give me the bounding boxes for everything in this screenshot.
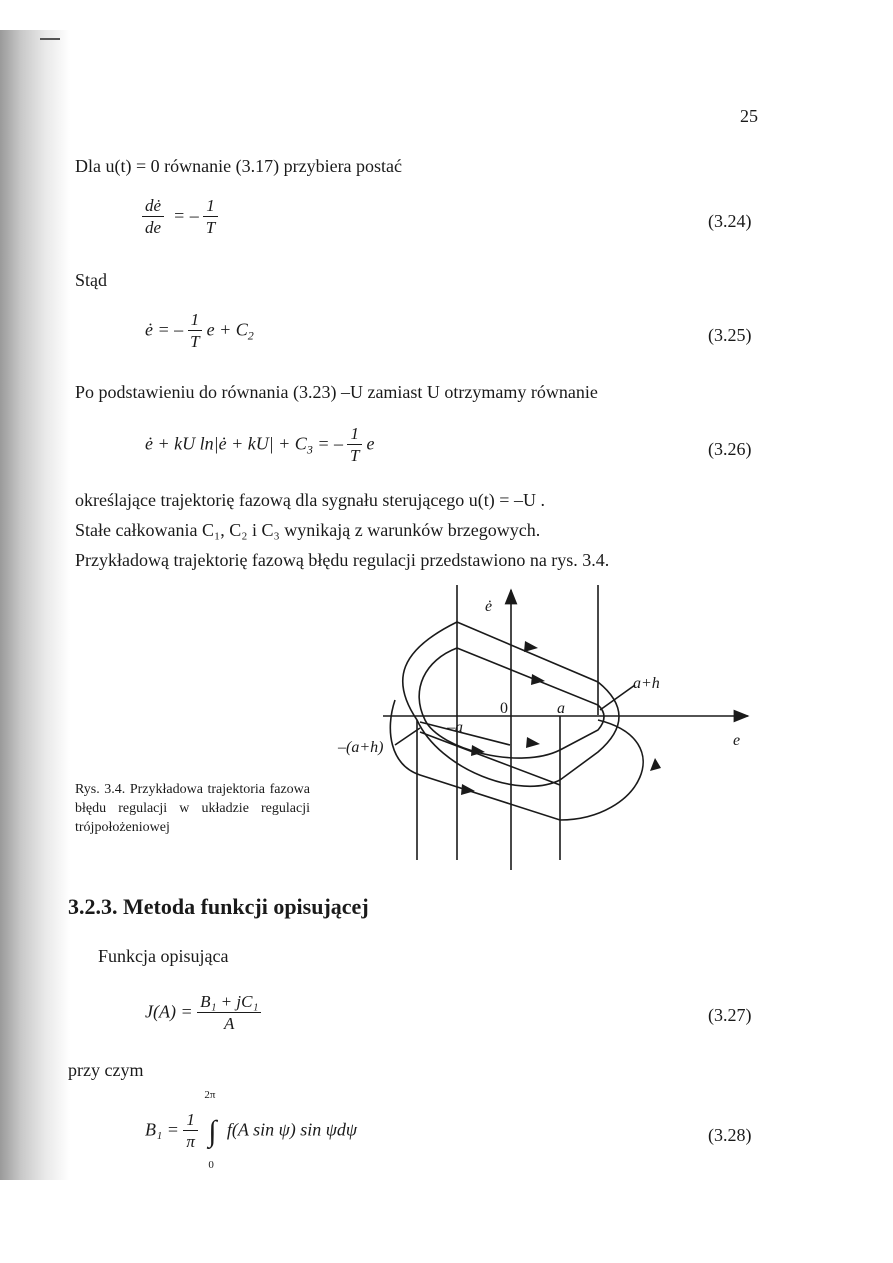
equation-label-3-27: (3.27)	[708, 1005, 752, 1025]
integral-sign: 2π ∫ 0	[204, 1088, 217, 1171]
equation-3-25: ė = – $\frac{1}{T}$ $e + C_2$	[145, 310, 254, 351]
origin-label: 0	[500, 700, 508, 717]
equation-3-28: B₁ = $\frac{1}{\pi}$ 2π ∫ 0 f(A sin ψ) sin ψdψ	[145, 1088, 358, 1171]
equation-3-26: ė + kU ln|ė + $kU| + C_3$ = – $\frac{1}{T}$ e	[145, 424, 375, 465]
trajectory-arrows	[461, 641, 661, 795]
paragraph-line-3: Przykładową trajektorię fazową błędu regulacji przedstawiono na rys. 3.4.	[75, 550, 610, 570]
arrow-1	[524, 641, 538, 652]
equation-label-3-24: (3.24)	[708, 211, 752, 231]
function-text: Funkcja opisująca	[98, 946, 229, 966]
trajectory-inner-1	[420, 722, 510, 745]
page-number: 25	[740, 106, 758, 126]
paragraph-line-2: Stałe całkowania C₁, C₂ i C₃ wynikają z warunków brzegowych.	[75, 520, 541, 540]
equation-3-27: J(A) = $\frac{\text{B₁ + jC₁}}{A}$	[145, 992, 261, 1035]
section-heading: 3.2.3. Metoda funkcji opisującej	[68, 894, 369, 919]
equation-3-24: $\frac{dė}{de}$ = – $\frac{1}{T}$	[142, 196, 218, 239]
integral-upper-limit: 2π	[204, 1088, 216, 1101]
integral-lower-limit: 0	[208, 1158, 214, 1171]
przy-czym-text: przy czym	[68, 1060, 144, 1080]
a-label: a	[557, 700, 565, 717]
arrow-5	[461, 784, 475, 795]
equation-label-3-25: (3.25)	[708, 325, 752, 345]
a-plus-h-label: a+h	[633, 675, 660, 692]
intro-text: Dla u(t) = 0 równanie (3.17) przybiera postać	[75, 156, 403, 176]
minus-a-plus-h-label: –(a+h)	[338, 739, 384, 756]
minus-a-label: –a	[447, 719, 463, 736]
arrow-4	[526, 737, 540, 748]
x-axis-label: e	[733, 732, 741, 749]
arrow-6	[650, 758, 661, 771]
after-text: Po podstawieniu do równania (3.23) –U zamiast U otrzymamy równanie	[75, 382, 598, 402]
y-axis-label: ė	[485, 598, 493, 615]
equation-label-3-28: (3.28)	[708, 1125, 752, 1145]
figure-caption: Rys. 3.4. Przykładowa trajektoria fazowa błędu regulacji w układzie regulacji trójpołożeniowej	[75, 782, 310, 835]
stad-text: Stąd	[75, 270, 108, 290]
trajectory-large-loop	[390, 700, 643, 820]
paragraph-line-1: określające trajektorię fazową dla sygnału sterującego u(t) = –U .	[75, 490, 545, 510]
equation-label-3-26: (3.26)	[708, 439, 752, 459]
